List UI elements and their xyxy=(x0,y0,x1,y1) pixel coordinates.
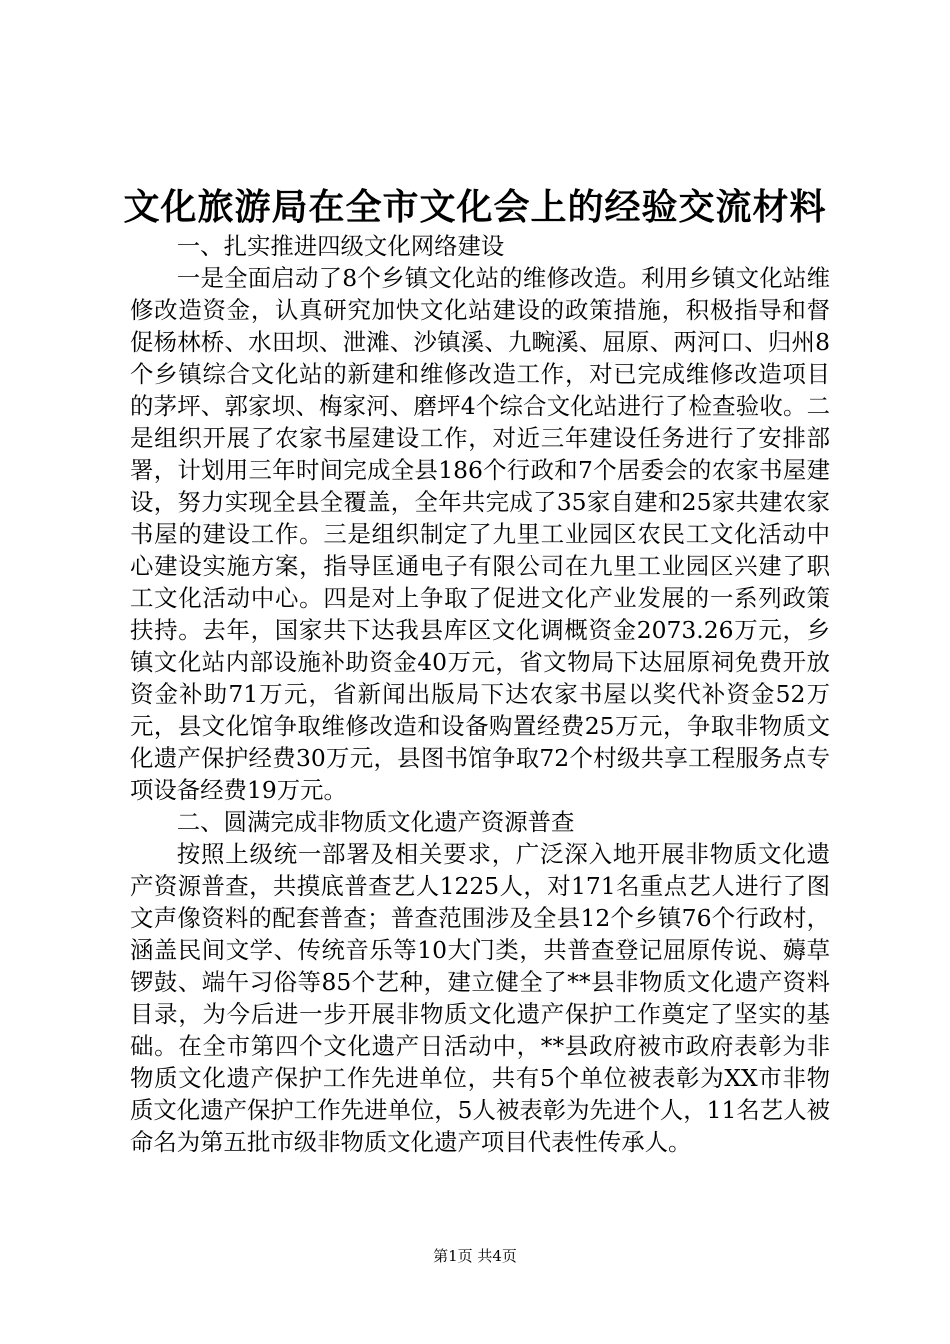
page-number-footer: 第1页 共4页 xyxy=(433,1247,517,1265)
section-1-paragraph: 一是全面启动了8个乡镇文化站的维修改造。利用乡镇文化站维修改造资金，认真研究加快文化站建设的政策措施，积极指导和督促杨林桥、水田坝、泄滩、沙镇溪、九畹溪、屈原、两河口、归州8个乡镇综合文化站的新建和维修改造工作，对已完成维修改造项目的茅坪、郭家坝、梅家河、磨坪4个综合文化站进行了检查验收。二是组织开展了农家书屋建设工作，对近三年建设任务进行了安排部署，计划用三年时间完成全县186个行政和7个居委会的农家书屋建设，努力实现全县全覆盖，全年共完成了35家自建和25家共建农家书屋的建设工作。三是组织制定了九里工业园区农民工文化活动中心建设实施方案，指导匡通电子有限公司在九里工业园区兴建了职工文化活动中心。四是对上争取了促进文化产业发展的一系列政策扶持。去年，国家共下达我县库区文化调概资金2073.26万元，乡镇文化站内部设施补助资金40万元，省文物局下达屈原祠免费开放资金补助71万元，省新闻出版局下达农家书屋以奖代补资金52万元，县文化馆争取维修改造和设备购置经费25万元，争取非物质文化遗产保护经费30万元，县图书馆争取72个村级共享工程服务点专项设备经费19万元。 xyxy=(130,264,830,804)
section-2-heading: 二、圆满完成非物质文化遗产资源普查 xyxy=(176,808,575,836)
section-1-heading: 一、扎实推进四级文化网络建设 xyxy=(176,232,505,260)
section-2-paragraph: 按照上级统一部署及相关要求，广泛深入地开展非物质文化遗产资源普查，共摸底普查艺人1225人，对171名重点艺人进行了图文声像资料的配套普查；普查范围涉及全县12个乡镇76个行政村，涵盖民间文学、传统音乐等10大门类，共普查登记屈原传说、薅草锣鼓、端午习俗等85个艺种，建立健全了**县非物质文化遗产资料目录，为今后进一步开展非物质文化遗产保护工作奠定了坚实的基础。在全市第四个文化遗产日活动中，**县政府被市政府表彰为非物质文化遗产保护工作先进单位，共有5个单位被表彰为XX市非物质文化遗产保护工作先进单位，5人被表彰为先进个人，11名艺人被命名为第五批市级非物质文化遗产项目代表性传承人。 xyxy=(130,840,830,1156)
document-body xyxy=(130,230,830,1158)
document-title: 文化旅游局在全市文化会上的经验交流材料 xyxy=(123,186,827,228)
